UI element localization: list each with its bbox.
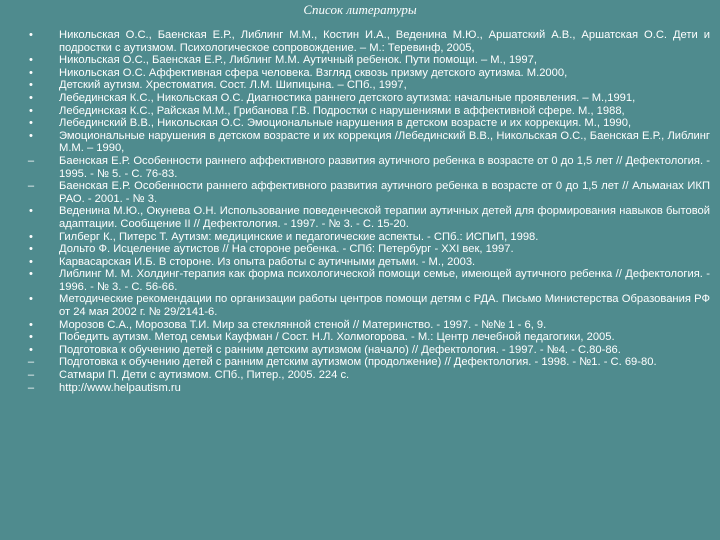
reference-text: Карвасарская И.Б. В стороне. Из опыта работы с аутичными детьми. - М., 2003. xyxy=(59,255,476,268)
reference-item xyxy=(22,79,710,92)
reference-text: Гилберг К., Питерс Т. Аутизм: медицинские и педагогические аспекты. - СПб.: ИСПиП, 1998. xyxy=(59,230,539,243)
reference-text: Победить аутизм. Метод семьи Кауфман / Сост. Н.Л. Холмогорова. - М.: Центр лечебной педагогики, 2005. xyxy=(59,331,615,344)
reference-text: Лебединский В.В., Никольская О.С. Эмоциональные нарушения в детском возрасте и их коррекция. М., 1990, xyxy=(59,117,632,130)
bullet-icon: • xyxy=(29,318,33,331)
reference-text: Никольская О.С., Баенская Е.Р., Либлинг М.М., Костин И.А., Веденина М.Ю., Аршатский А.В., Аршатская О.С. Дети и подростки с аутизмом. Психологическое сопровождение. – М.: Теревинф, 2005, xyxy=(59,29,710,54)
bullet-icon: • xyxy=(29,66,33,79)
reference-item xyxy=(22,382,710,395)
reference-item xyxy=(22,92,710,105)
reference-text: Лебединская К.С., Райская М.М., Грибанова Г.В. Подростки с нарушениями в аффективной сфере. М., 1988, xyxy=(59,104,625,117)
reference-text: http://www.helpautism.ru xyxy=(59,381,181,394)
reference-item xyxy=(22,344,710,357)
reference-item xyxy=(22,67,710,80)
bullet-icon: • xyxy=(29,29,33,41)
reference-text: Морозов С.А., Морозова Т.И. Мир за стеклянной стеной // Материнство. - 1997. - №№ 1 - 6, 9. xyxy=(59,318,547,331)
dash-icon: – xyxy=(27,369,35,382)
reference-item xyxy=(22,54,710,67)
bullet-icon: • xyxy=(29,104,33,117)
dash-icon: – xyxy=(27,180,35,193)
reference-text: Лебединская К.С., Никольская О.С. Диагностика раннего детского аутизма: начальные проявления. – М.,1991, xyxy=(59,91,636,104)
reference-item xyxy=(22,117,710,130)
bullet-icon: • xyxy=(29,243,33,256)
reference-item xyxy=(22,243,710,256)
dash-icon: – xyxy=(27,356,35,369)
slide-title: Список литературы xyxy=(303,2,417,17)
bullet-icon: • xyxy=(29,230,33,243)
reference-text: Никольская О.С. Аффективная сфера человека. Взгляд сквозь призму детского аутизма. М.2000, xyxy=(59,66,568,79)
dash-icon: – xyxy=(27,154,35,167)
reference-text: Никольская О.С., Баенская Е.Р., Либлинг М.М. Аутичный ребенок. Пути помощи. – М., 1997, xyxy=(59,54,537,67)
reference-text: Подготовка к обучению детей с ранним детским аутизмом (продолжение) // Дефектология. - 1998. - №1. - С. 69-80. xyxy=(59,356,657,369)
reference-item xyxy=(22,231,710,244)
reference-item xyxy=(22,319,710,332)
bullet-icon: • xyxy=(29,117,33,130)
reference-item xyxy=(22,105,710,118)
reference-text: Баенская Е.Р. Особенности раннего аффективного развития аутичного ребенка в возрасте от 0 до 1,5 лет // Дефектология. - 1995. - № 5. - С. 76-83. xyxy=(59,154,710,180)
bullet-icon: • xyxy=(29,79,33,92)
reference-text: Дольто Ф. Исцеление аутистов // На стороне ребенка. - СПб: Петербург - XXI век, 1997. xyxy=(59,243,514,256)
reference-item xyxy=(22,369,710,382)
bullet-icon: • xyxy=(29,343,33,356)
reference-item xyxy=(22,268,710,293)
reference-text: Эмоциональные нарушения в детском возрасте и их коррекция /Лебединский В.В., Никольская О.С., Баенская Е.Р., Либлинг М.М. – 1990, xyxy=(59,129,710,155)
reference-item xyxy=(22,205,710,230)
bullet-icon: • xyxy=(29,129,33,142)
reference-text: Веденина М.Ю., Окунева О.Н. Использование поведенческой терапии аутичных детей для формирования навыков бытовой адаптации. Сообщение II // Дефектология. - 1997. - № 3. - С. 15-20. xyxy=(59,205,710,230)
reference-item xyxy=(22,130,710,155)
reference-text: Методические рекомендации по организации работы центров помощи детям с РДА. Письмо Министерства Образования РФ от 24 мая 2002 г. № 29/2141-6. xyxy=(59,293,710,319)
bullet-icon: • xyxy=(29,293,33,306)
reference-text: Подготовка к обучению детей с ранним детским аутизмом (начало) // Дефектология. - 1997. - №4. - С.80-86. xyxy=(59,343,621,356)
bullet-icon: • xyxy=(29,205,33,218)
reference-item xyxy=(22,180,710,205)
reference-item xyxy=(22,29,710,54)
bullet-icon: • xyxy=(29,54,33,67)
bullet-icon: • xyxy=(29,331,33,344)
bullet-icon: • xyxy=(29,255,33,268)
reference-list xyxy=(22,29,710,394)
dash-icon: – xyxy=(27,381,35,394)
bullet-icon: • xyxy=(29,268,33,281)
reference-item xyxy=(22,356,710,369)
reference-item xyxy=(22,155,710,180)
bullet-icon: • xyxy=(29,91,33,104)
reference-text: Баенская Е.Р. Особенности раннего аффективного развития аутичного ребенка в возрасте от 0 до 1,5 лет // Альманах ИКП РАО. - 2001. - № 3. xyxy=(59,180,710,205)
reference-text: Детский аутизм. Хрестоматия. Сост. Л.М. Шипицына. – СПб., 1997, xyxy=(59,79,407,92)
reference-text: Либлинг М. М. Холдинг-терапия как форма психологической помощи семье, имеющей аутичного ребенка // Дефектология. - 1996. - № 3. - С. 56-66. xyxy=(59,268,710,293)
reference-item xyxy=(22,293,710,318)
reference-item xyxy=(22,256,710,269)
reference-item xyxy=(22,331,710,344)
reference-text: Сатмари П. Дети с аутизмом. СПб., Питер., 2005. 224 с. xyxy=(59,369,350,382)
